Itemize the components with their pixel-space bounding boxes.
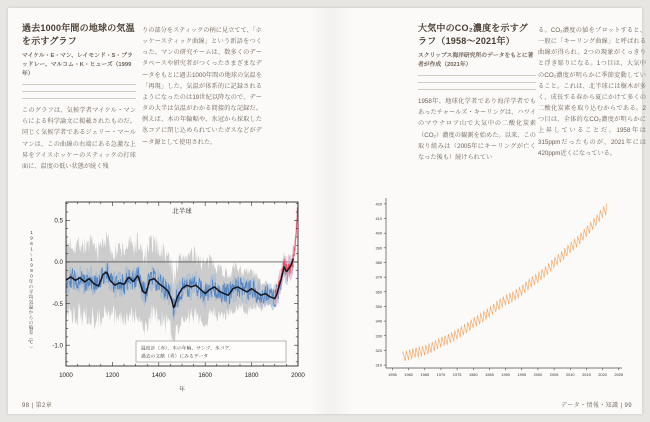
svg-text:2020: 2020	[598, 372, 607, 377]
svg-text:2000: 2000	[291, 372, 305, 379]
left-article-header	[22, 22, 136, 172]
svg-text:温度計（赤）、木の年輪、サンゴ、氷コア、: 温度計（赤）、木の年輪、サンゴ、氷コア、	[141, 346, 234, 352]
left-article-column2-wrap	[142, 25, 262, 148]
svg-text:2010: 2010	[565, 372, 575, 377]
left-article-authors: マイケル・E・マン、レイモンド・S・ブラッドレー、マルコム・K・ヒューズ（1999年）	[22, 53, 133, 78]
svg-text:330: 330	[375, 333, 382, 339]
right-article-column2-wrap	[538, 25, 646, 159]
svg-text:370: 370	[375, 274, 382, 280]
right-article-authors: スクリップス海洋研究所のデータをもとに著者が作成（2021年）	[418, 53, 534, 69]
svg-text:2015: 2015	[582, 372, 591, 377]
svg-text:0.0: 0.0	[54, 259, 63, 267]
keeling-curve-chart	[358, 190, 646, 396]
ruled-lines-left	[22, 84, 136, 99]
svg-text:1975: 1975	[452, 372, 462, 377]
left-article-column2: りの部分をスティックの柄に見立てて、「ホッケースティック曲線」という新語をつくった。マンの研究チームは、数多くのデータベースや研究者がつくったさまざまなデータをもとに過去1000年間の地球の気温を「再現」した。気温が体系的に記録されるようになったのは19世紀以降なので、データの大半は気温がわかる間接的な記録だ。例えば、木の年輪幅や、氷冠から採取した氷コアに閉じ込められていたガスなどがデータ源として使用された。	[142, 27, 262, 146]
svg-text:年: 年	[179, 387, 185, 393]
svg-text:1000: 1000	[59, 372, 73, 379]
svg-text:1955: 1955	[388, 372, 397, 377]
svg-text:1985: 1985	[485, 372, 494, 377]
svg-text:2005: 2005	[549, 372, 559, 377]
svg-text:340: 340	[375, 318, 382, 324]
svg-text:420: 420	[375, 201, 382, 207]
svg-text:過去の文献（青）にみるデータ: 過去の文献（青）にみるデータ	[141, 354, 209, 360]
book-spread	[8, 8, 646, 414]
ruled-lines-right	[418, 75, 536, 90]
right-page-footer: データ・情報・知識 | 99	[560, 403, 632, 409]
svg-text:310: 310	[375, 362, 382, 368]
svg-text:390: 390	[375, 245, 382, 251]
svg-text:1990: 1990	[501, 372, 510, 377]
svg-text:1970: 1970	[436, 372, 446, 377]
hockey-chart-y-axis-label: 1961～1990年の平均気温からの偏差（℃）	[29, 230, 34, 351]
svg-text:1200: 1200	[105, 372, 120, 379]
left-article-column1: このグラフは、気候学者マイケル・マンらによる科学論文に掲載されたものだ。同じく気候学者であるジェリー・マールマンは、この曲線の右端にある急激な上昇をアイスホッケーのスティックの打球面に、温度の低い状態が続く残	[22, 107, 136, 170]
svg-text:2025: 2025	[614, 372, 624, 377]
svg-text:-1.0: -1.0	[52, 342, 63, 350]
right-article-header	[418, 22, 536, 163]
svg-text:360: 360	[375, 289, 382, 295]
hockey-chart-plot	[40, 188, 324, 402]
svg-text:1400: 1400	[151, 372, 166, 379]
svg-text:400: 400	[375, 230, 382, 236]
svg-text:0.5: 0.5	[54, 217, 63, 225]
svg-text:2000: 2000	[533, 372, 543, 377]
right-article-title: 大気中のCO₂濃度を示すグラフ（1958～2021年）	[418, 23, 528, 47]
svg-text:380: 380	[375, 259, 382, 265]
svg-text:-0.5: -0.5	[52, 300, 63, 308]
svg-text:北半球: 北半球	[172, 208, 192, 215]
right-article-column1: 1958年、地球化学者であり海洋学者でもあったチャールズ・キーリングは、ハワイのマウナロア山で大気中の二酸化炭素（CO₂）濃度の観測を始めた。以来、この取り組みは（2005年にキーリングが亡くなった後も）続けられてい	[418, 98, 536, 161]
left-page-footer: 98 | 第2章	[22, 403, 53, 409]
keeling-chart-plot	[360, 190, 644, 394]
right-article-column2: る。CO₂濃度の値をプロットすると、一般に「キーリング曲線」と呼ばれる曲線が得られ、2つの現象がくっきりと浮き彫りになる。1つ目は、大気中のCO₂濃度が明らかに季節変動していること。これは、北半球には樹木が多く、成長する春から夏にかけて多くの二酸化炭素を取り込むからである。2つ目は、全体的なCO₂濃度が明らかに上昇していることだ。1958年は315ppmだったものが、2021年には420ppm近くになっている。	[538, 27, 646, 157]
left-article-title: 過去1000年間の地球の気温を示すグラフ	[22, 23, 135, 47]
svg-text:320: 320	[375, 347, 382, 353]
svg-text:1995: 1995	[517, 372, 527, 377]
svg-text:350: 350	[375, 303, 382, 309]
svg-text:1600: 1600	[198, 372, 213, 379]
hockey-stick-chart	[26, 188, 326, 404]
svg-text:1965: 1965	[420, 372, 430, 377]
svg-text:1960: 1960	[404, 372, 413, 377]
svg-text:410: 410	[375, 216, 382, 222]
svg-text:1800: 1800	[244, 372, 259, 379]
svg-text:1980: 1980	[468, 372, 478, 377]
